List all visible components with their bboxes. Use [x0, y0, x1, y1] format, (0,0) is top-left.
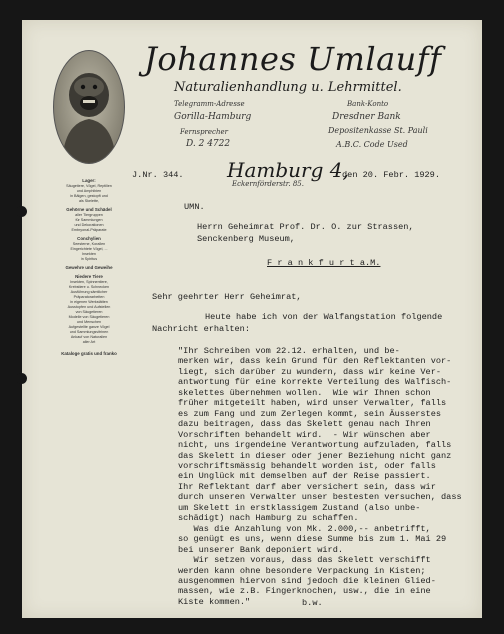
recipient-institution: Senckenberg Museum, [197, 234, 295, 244]
body-line: so genügt es uns, wenn diese Summe bis zum 1. Mai 29 [178, 534, 447, 545]
stock-line: Ausstopfen und Aufstellen [67, 305, 111, 309]
intro-line: Heute habe ich von der Walfangstation folgende [205, 312, 443, 322]
punch-hole [16, 206, 27, 217]
body-line: durch unseren Verwalter unser bestesten versuchen, dass [178, 492, 462, 503]
stock-line: Aufgestellte ganze Vögel [68, 325, 110, 329]
body-line: nicht, uns irgendeine Verantwortung aufzuladen, falls [178, 440, 452, 451]
stock-line: Säugetiere, Vögel, Reptilien [66, 184, 112, 188]
stock-line: Präparatorarbeiten [73, 295, 105, 299]
stock-line: von Säugetieren [75, 310, 103, 314]
body-line: um Skelett in erstklassigem Zustand (also unbe- [178, 502, 421, 513]
stock-line: Gehörne und Schädel [66, 207, 112, 212]
quoted-message [178, 346, 462, 607]
body-line: es zum Fang und zum Zerlegen kommt, sein Äusserstes [178, 408, 442, 419]
stock-line: in Bälgen, gestopft und [70, 194, 108, 198]
body-line: Wir setzen voraus, dass das Skelett verschifft [178, 555, 431, 566]
stock-line: Niedere Tiere [75, 274, 103, 279]
body-line: merken wir, dass kein Grund für den Reflektanten vor- [178, 356, 452, 367]
recipient-city: F r a n k f u r t a.M. [267, 258, 381, 268]
company-name: Johannes Umlauff [144, 40, 442, 78]
punch-hole [16, 373, 27, 384]
body-line: "Ihr Schreiben vom 22.12. erhalten, und be- [178, 346, 400, 356]
intro-line: Nachricht erhalten: [152, 324, 250, 334]
body-line: skelettes übernehmen wollen. Wie wir Ihnen schon [178, 387, 431, 398]
stock-line: Embryonal-Präparate [71, 228, 107, 232]
body-line: Ihr Reflektant darf aber versichert sein, dass wir [178, 481, 436, 492]
body-line: dazu beitragen, dass das Skelett genau nach Ihren [178, 419, 431, 430]
body-line: werden kann ohne besondere Verpackung in Kisten; [178, 565, 426, 576]
company-subtitle: Naturalienhandlung u. Lehrmittel. [174, 80, 402, 95]
stock-heading: Lager: [82, 178, 96, 183]
stock-line: und Menschen [76, 320, 102, 324]
code-label: A.B.C. Code Used [336, 140, 408, 149]
body-line: ein Unglück mit demselben auf der Reise passiert. [178, 471, 431, 482]
body-line: antwortung für eine korrekte Verteilung des Walfisch- [178, 377, 452, 388]
stock-line: Modelle von Säugetieren [68, 315, 110, 319]
phone-label: Fernsprecher [180, 128, 228, 136]
gorilla-portrait-image [53, 50, 125, 164]
stock-line: Eingerichtete Vögel, ... [70, 247, 108, 251]
catalog-note: Kataloge gratis und franko [61, 351, 117, 356]
street-address: Eckernförderstr. 85. [232, 180, 304, 188]
telegram-label: Telegramm-Adresse [174, 100, 245, 108]
body-line: schädigt) nach Hamburg zu schaffen. [178, 513, 359, 524]
bank-label: Bank-Konto [347, 100, 389, 108]
stock-line: in eigenen Werkstätten [70, 300, 108, 304]
city-name: Hamburg 4, [227, 158, 349, 182]
stock-line: Seesterne, Korallen [72, 242, 106, 246]
telegram-value: Gorilla-Hamburg [174, 112, 252, 122]
stock-line: aller Art [82, 340, 96, 344]
stock-line: aller Tiergruppen [75, 213, 103, 217]
stock-line: Ausführung sämtlicher [70, 290, 108, 294]
page-turn-note: b.w. [302, 598, 323, 608]
body-line: früher mitgeteilt haben, wird unser Verwalter, falls [178, 398, 447, 409]
stock-list-sidebar [50, 175, 128, 357]
stock-line: Insekten, Spinnentiere, [70, 280, 108, 284]
phone-value: D. 2 4722 [186, 139, 231, 149]
salutation: Sehr geehrter Herr Geheimrat, [152, 292, 302, 302]
typist-initials: UMN. [184, 202, 205, 212]
body-line: Vorschriften behandelt wird. - Wir wünschen aber [178, 429, 431, 440]
stock-line: Krebstiere u. Schnecken [68, 285, 110, 289]
stock-line: als Skelette, [78, 199, 100, 203]
recipient-name: Herrn Geheimrat Prof. Dr. O. zur Strassen, [197, 222, 414, 232]
stock-line: Conchylien [77, 236, 101, 241]
body-line: liegt, sich darüber zu wundern, dass wir keine Ver- [178, 366, 442, 377]
body-line: das Skelett in dieser oder jener Beziehung nicht ganz [178, 450, 452, 461]
stock-line: für Sammlungen [75, 218, 103, 222]
stock-line: und Dekorationen [74, 223, 104, 227]
stock-line: in Spiritus [80, 257, 98, 261]
bank-name: Dresdner Bank [332, 112, 401, 122]
gorilla-icon [54, 51, 124, 163]
body-line: vorschriftsmässig behandelt worden ist, oder falls [178, 460, 436, 471]
stock-line: Ankauf von Naturalien [70, 335, 108, 339]
letter-sheet [22, 20, 482, 618]
stock-line: und Amphibien [76, 189, 102, 193]
stock-line: Insekten [82, 252, 96, 256]
body-line: ausgenommen hiervon sind jedoch die kleinen Glied- [178, 575, 436, 586]
stock-line: und Sammlungsvitrinen [69, 330, 109, 334]
body-line: bei unserer Bank deponiert wird. [178, 544, 344, 555]
body-line: Was die Anzahlung von Mk. 2.000,-- anbetrifft, [178, 523, 431, 534]
body-line: massen, wie z.B. Fingerknochen, usw., die in eine [178, 586, 431, 597]
reference-number: J.Nr. 344. [132, 170, 184, 180]
body-line: Kiste kommen." [178, 596, 251, 607]
stock-line: Gewehre und Geweihe [65, 265, 113, 270]
letter-date: den 20. Febr. 1929. [342, 170, 440, 180]
bank-branch: Depositenkasse St. Pauli [328, 126, 428, 135]
